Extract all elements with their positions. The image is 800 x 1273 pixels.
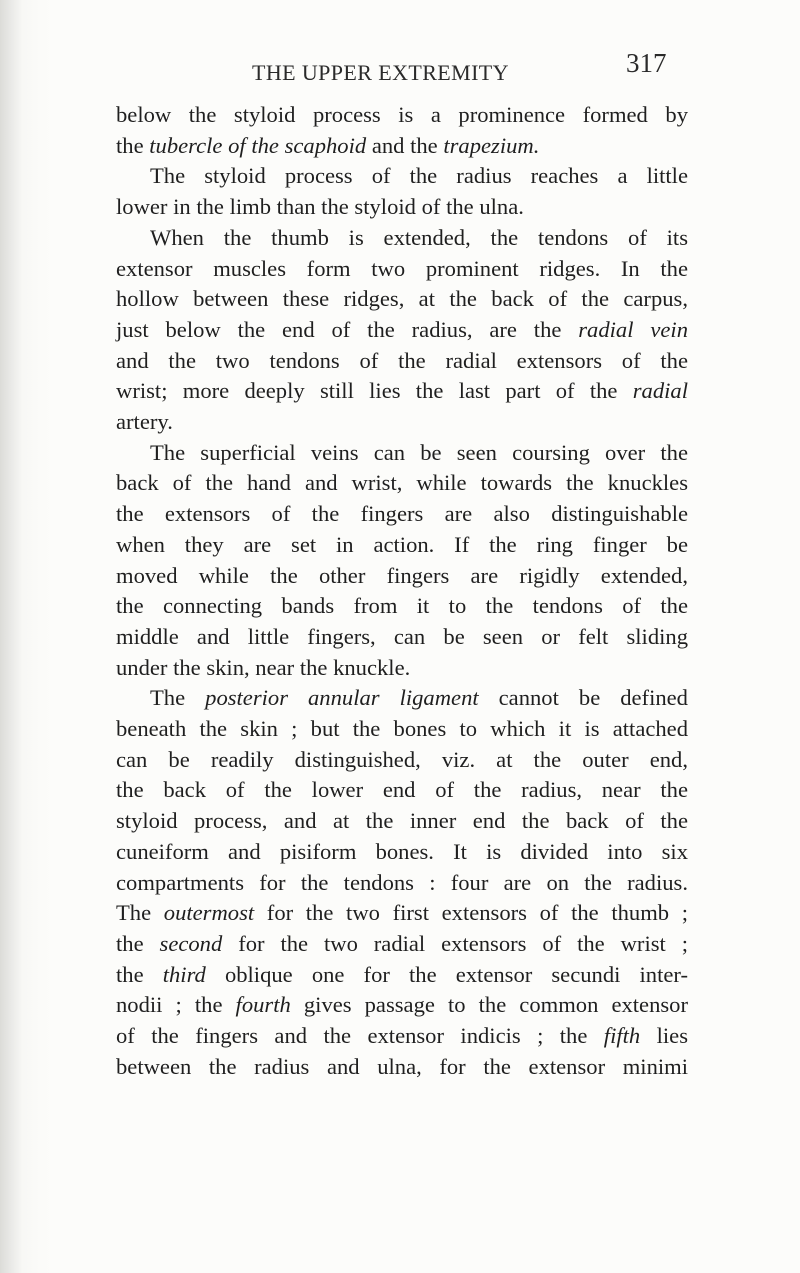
text-run: The xyxy=(150,685,206,711)
text-run: moved while the other fingers are rigidly extended, xyxy=(116,562,688,588)
text-run: nodii ; the xyxy=(116,992,236,1018)
running-head xyxy=(0,48,800,88)
text-run: The superficial veins can be seen coursing over the xyxy=(150,439,688,465)
text-run: When the thumb is extended, the tendons of its xyxy=(150,224,688,250)
italic-term: tubercle of the scaphoid xyxy=(149,132,367,158)
text-run: the xyxy=(116,930,160,956)
text-line xyxy=(116,254,688,285)
text-run: below the styloid process is a prominence formed by xyxy=(116,102,688,127)
italic-term: trapezium. xyxy=(443,132,540,158)
text-run: when they are set in action. If the ring finger be xyxy=(116,531,688,557)
text-run: hollow between these ridges, at the back of the carpus, xyxy=(116,286,688,312)
text-run: extensor muscles form two prominent ridges. In the xyxy=(116,255,688,281)
text-run: between the radius and ulna, for the extensor minimi xyxy=(116,1053,688,1079)
text-line xyxy=(116,960,688,991)
text-line xyxy=(116,530,688,561)
text-run: wrist; more deeply still lies the last part of the xyxy=(116,378,633,404)
text-line xyxy=(116,499,688,530)
italic-term: third xyxy=(162,961,206,987)
text-line xyxy=(116,868,688,899)
body-text xyxy=(116,100,688,1083)
text-run: the extensors of the fingers are also distinguishable xyxy=(116,501,688,527)
text-line xyxy=(116,898,688,929)
text-line xyxy=(116,837,688,868)
italic-term: second xyxy=(159,930,223,956)
italic-term: fifth xyxy=(603,1023,641,1049)
text-run: the back of the lower end of the radius, near the xyxy=(116,777,688,803)
text-run: styloid process, and at the inner end the back of the xyxy=(116,808,688,834)
text-run: compartments for the tendons : four are on the radius. xyxy=(116,869,688,895)
italic-term: outermost xyxy=(163,900,255,926)
text-line xyxy=(116,315,688,346)
text-line xyxy=(116,990,688,1021)
text-run: the xyxy=(116,132,150,158)
page-number: 317 xyxy=(626,48,667,78)
text-line xyxy=(116,653,688,684)
text-line xyxy=(116,561,688,592)
text-line xyxy=(116,161,688,192)
text-line xyxy=(116,622,688,653)
text-line xyxy=(116,683,688,714)
text-run: the connecting bands from it to the tendons of the xyxy=(116,593,688,619)
text-line xyxy=(116,192,688,223)
text-run: and the xyxy=(366,132,444,158)
text-run: lower in the limb than the styloid of the ulna. xyxy=(116,194,524,220)
text-line xyxy=(116,131,688,162)
text-run: under the skin, near the knuckle. xyxy=(116,654,411,680)
page-gutter-shadow xyxy=(0,0,22,1273)
text-line xyxy=(116,806,688,837)
text-line xyxy=(116,591,688,622)
text-line xyxy=(116,438,688,469)
running-title: THE UPPER EXTREMITY xyxy=(252,60,509,85)
text-line xyxy=(116,775,688,806)
text-line xyxy=(116,1052,688,1083)
text-run: cannot be defined xyxy=(478,685,688,711)
text-line xyxy=(116,714,688,745)
text-run: back of the hand and wrist, while towards the knuckles xyxy=(116,470,688,496)
italic-term: fourth xyxy=(235,992,291,1018)
text-line xyxy=(116,346,688,377)
text-run: The xyxy=(116,900,164,926)
text-run: for the two radial extensors of the wrist ; xyxy=(222,930,688,956)
text-run: The styloid process of the radius reaches a little xyxy=(150,163,688,189)
text-line xyxy=(116,468,688,499)
text-line xyxy=(116,376,688,407)
text-line xyxy=(116,223,688,254)
text-line xyxy=(116,407,688,438)
italic-term: posterior annular ligament xyxy=(205,685,479,711)
text-run: the xyxy=(116,961,163,987)
text-run: for the two first extensors of the thumb ; xyxy=(254,900,688,926)
text-line xyxy=(116,100,688,131)
text-run: gives passage to the common extensor xyxy=(290,992,688,1018)
text-run: just below the end of the radius, are the xyxy=(116,316,579,342)
italic-term: radial vein xyxy=(578,316,688,342)
text-run: of the fingers and the extensor indicis ; the xyxy=(116,1023,604,1049)
text-run: can be readily distinguished, viz. at the outer end, xyxy=(116,746,688,772)
text-run: lies xyxy=(640,1023,688,1049)
text-line xyxy=(116,1021,688,1052)
text-run: beneath the skin ; but the bones to which it is attached xyxy=(116,716,688,742)
text-run: and the two tendons of the radial extensors of the xyxy=(116,347,688,373)
text-line xyxy=(116,929,688,960)
text-run: middle and little fingers, can be seen or felt sliding xyxy=(116,623,688,649)
italic-term: radial xyxy=(632,378,688,404)
text-line xyxy=(116,745,688,776)
text-run: artery. xyxy=(116,409,173,435)
text-line xyxy=(116,284,688,315)
text-run: cuneiform and pisiform bones. It is divided into six xyxy=(116,838,688,864)
text-run: oblique one for the extensor secundi inter- xyxy=(205,961,688,987)
